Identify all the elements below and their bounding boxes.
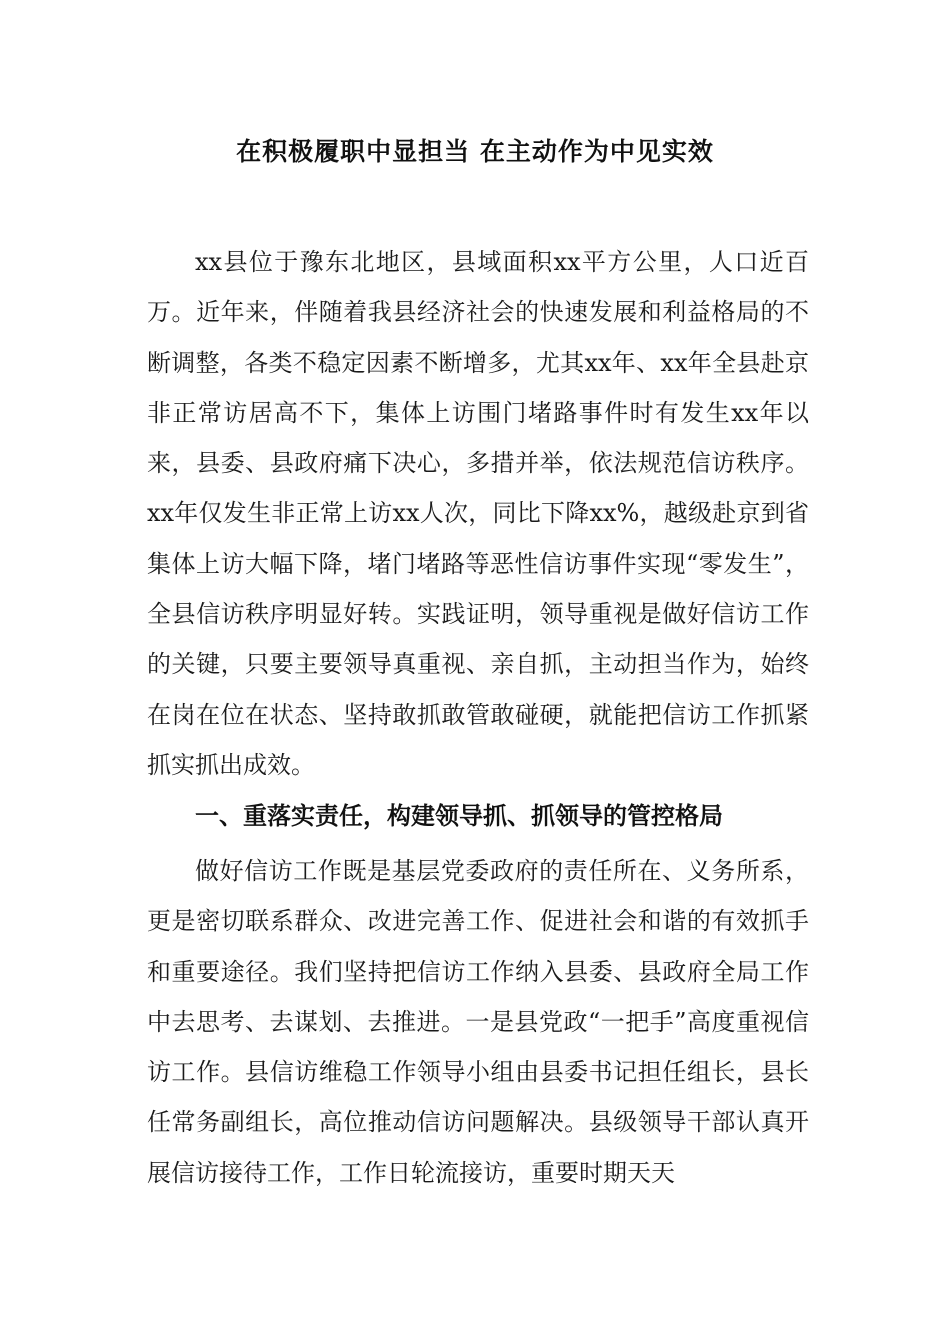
section-1-paragraph: 做好信访工作既是基层党委政府的责任所在、义务所系，更是密切联系群众、改进完善工作、促进社会和谐的有效抓手和重要途径。我们坚持把信访工作纳入县委、县政府全局工作中去思考、去谋划、去推进。一是县党政“一把手”高度重视信访工作。县信访维稳工作领导小组由县委书记担任组长，县长任常务副组长，高位推动信访问题解决。县级领导干部认真开展信访接待工作，工作日轮流接访，重要时期天天	[147, 857, 809, 1187]
document-title: 在积极履职中显担当 在主动作为中见实效	[236, 137, 714, 166]
section-heading-1: 一、重落实责任，构建领导抓、抓领导的管控格局	[195, 802, 723, 830]
intro-paragraph: xx县位于豫东北地区，县域面积xx平方公里，人口近百万。近年来，伴随着我县经济社会的快速发展和利益格局的不断调整，各类不稳定因素不断增多，尤其xx年、xx年全县赴京非正常访居高不下，集体上访围门堵路事件时有发生xx年以来，县委、县政府痛下决心，多措并举，依法规范信访秩序。xx年仅发生非正常上访xx人次，同比下降xx%，越级赴京到省集体上访大幅下降，堵门堵路等恶性信访事件实现“零发生”，全县信访秩序明显好转。实践证明，领导重视是做好信访工作的关键，只要主要领导真重视、亲自抓，主动担当作为，始终在岗在位在状态、坚持敢抓敢管敢碰硬，就能把信访工作抓紧抓实抓出成效。	[147, 248, 809, 779]
